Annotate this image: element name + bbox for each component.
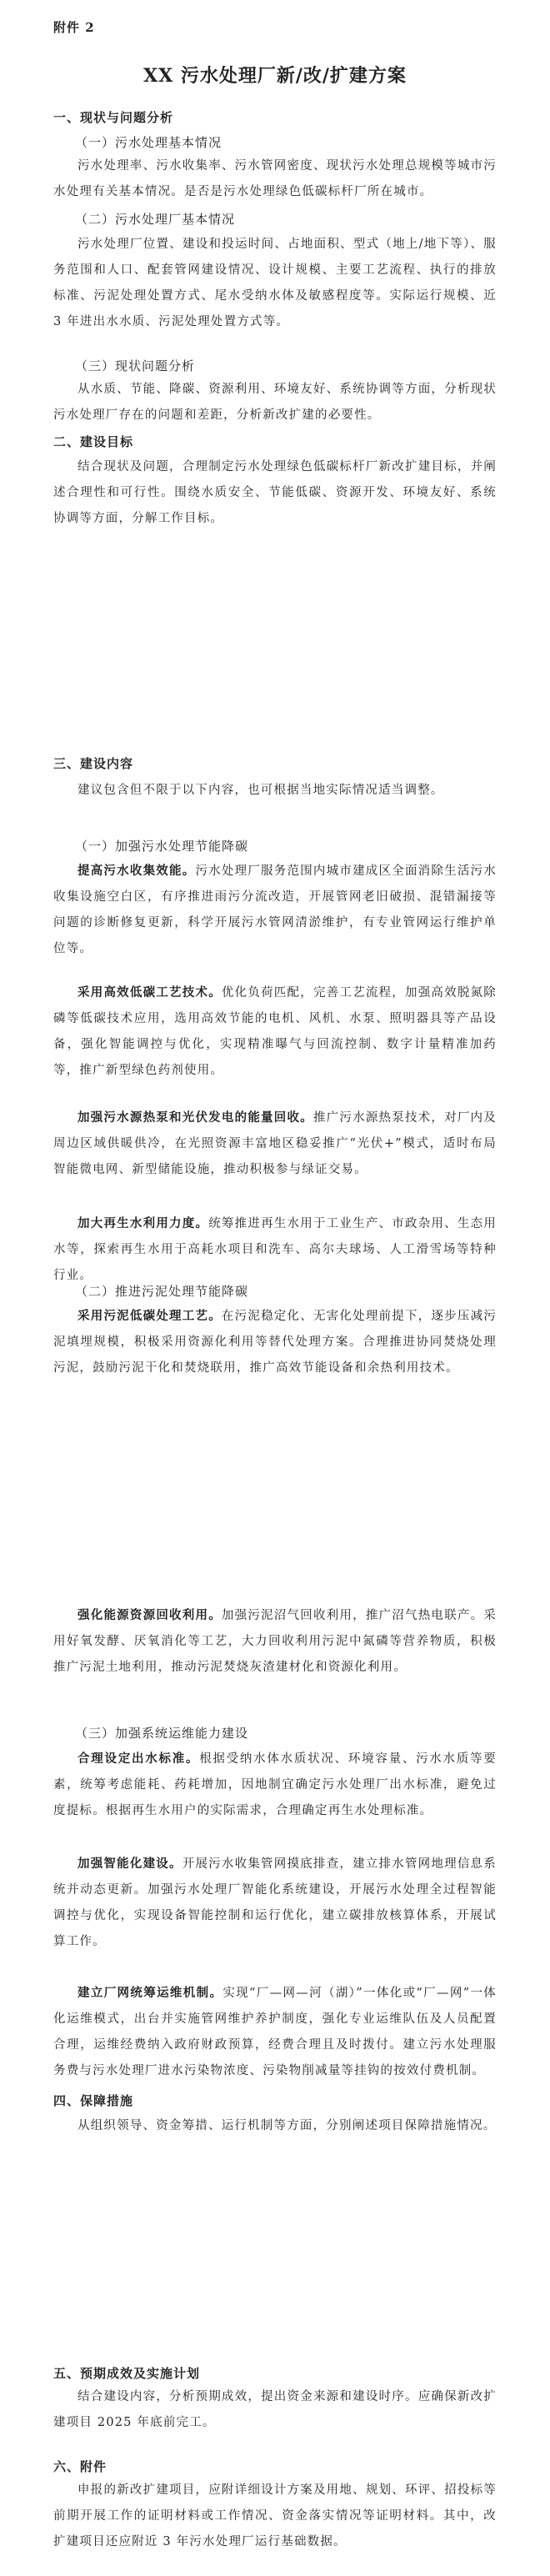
section-6-heading: 六、附件 xyxy=(53,2459,108,2474)
item-lead: 加大再生水利用力度。 xyxy=(78,1216,209,1230)
section-5-paragraph: 结合建设内容，分析预期成效，提出资金来源和建设时序。应确保新改扩建项目 2025 年底前完工。 xyxy=(53,2390,497,2429)
section-3-heading: 三、建设内容 xyxy=(53,756,134,771)
section-4-heading: 四、保障措施 xyxy=(53,2093,134,2108)
section-1-heading: 一、现状与问题分析 xyxy=(53,110,174,125)
section-1-1-paragraph: 污水处理率、污水收集率、污水管网密度、现状污水处理总规模等城市污水处理有关基本情况。是否是污水处理绿色低碳标杆厂所在城市。 xyxy=(53,159,497,198)
item-text: 优化负荷匹配，完善工艺流程，加强高效脱氮除磷等低碳技术应用，选用高效节能的电机、风机、水泵、照明器具等产品设备，强化智能调控与优化，实现精准曝气与回流控制、数字计量精准加药等，推广新型绿色药剂使用。 xyxy=(53,986,498,1077)
item-lead: 加强污水源热泵和光伏发电的能量回收。 xyxy=(78,1110,313,1125)
item-lead: 建立厂网统筹运维机制。 xyxy=(78,1986,223,2000)
item-text: 推广污水源热泵技术，对厂内及周边区域供暖供冷，在光照资源丰富地区稳妥推广“光伏+”模式，适时布局智能微电网、新型储能设施，推动积极参与绿证交易。 xyxy=(53,1111,497,1176)
section-3-2-heading: （二）推进污泥处理节能降碳 xyxy=(75,1284,249,1299)
section-1-2-heading: （二）污水处理厂基本情况 xyxy=(75,212,236,227)
item-lead: 采用高效低碳工艺技术。 xyxy=(78,985,222,1000)
section-3-1-item-4 xyxy=(53,1210,497,1289)
item-lead: 提高污水收集效能。 xyxy=(78,864,196,878)
section-1-3-heading: （三）现状问题分析 xyxy=(75,358,196,373)
section-3-3-heading: （三）加强系统运维能力建设 xyxy=(75,1726,249,1741)
item-text: 污水处理厂服务范围内城市建成区全面消除生活污水收集设施空白区，有序推进雨污分流改造，开展管网老旧破损、混错漏接等问题的诊断修复更新，科学开展污水管网清淤维护，有专业管网运行维护单位等。 xyxy=(53,865,497,955)
item-lead: 强化能源资源回收利用。 xyxy=(78,1608,222,1622)
section-2-paragraph: 结合现状及问题，合理制定污水处理绿色低碳标杆厂新改扩建目标，并阐述合理性和可行性。围绕水质安全、节能低碳、资源开发、环境友好、系统协调等方面，分解工作目标。 xyxy=(53,460,497,525)
section-3-intro: 建议包含但不限于以下内容，也可根据当地实际情况适当调整。 xyxy=(78,784,444,797)
section-4-paragraph: 从组织领导、资金筹措、运行机制等方面，分别阐述项目保障措施情况。 xyxy=(78,2119,497,2132)
item-text: 加强污泥沼气回收利用，推广沼气热电联产。采用好氧发酵、厌氧消化等工艺，大力回收利用污泥中氮磷等营养物质，积极推广污泥土地利用，推动污泥焚烧灰渣建材化和资源化利用。 xyxy=(53,1609,498,1674)
section-5-heading: 五、预期成效及实施计划 xyxy=(53,2366,201,2381)
section-1-2-paragraph: 污水处理厂位置、建设和投运时间、占地面积、型式（地上/地下等）、服务范围和人口、配套管网建设情况、设计规模、主要工艺流程、执行的排放标准、污泥处理处置方式、尾水受纳水体及敏感程度等。实际运行规模、近 3 年进出水水质、污泥处理处置方式等。 xyxy=(53,238,497,328)
item-text: 在污泥稳定化、无害化处理前提下，逐步压减污泥填埋规模，积极采用资源化利用等替代处理方案。合理推进协同焚烧处理污泥，鼓励污泥干化和焚烧联用，推广高效节能设备和余热利用技术。 xyxy=(53,1310,498,1375)
document-title: XX 污水处理厂新/改/扩建方案 xyxy=(143,65,407,87)
section-3-1-heading: （一）加强污水处理节能降碳 xyxy=(75,839,249,854)
section-6-paragraph: 申报的新改扩建项目，应附详细设计方案及用地、规划、环评、招投标等前期开展工作的证明材料或工作情况、资金落实情况等证明材料。其中，改扩建项目还应附近 3 年污水处理厂运行基础数据。 xyxy=(53,2483,497,2548)
section-2-heading: 二、建设目标 xyxy=(53,434,134,449)
section-1-3-paragraph: 从水质、节能、降碳、资源利用、环境友好、系统协调等方面，分析现状污水处理厂存在的问题和差距，分析新改扩建的必要性。 xyxy=(53,383,497,422)
attachment-label: 附件 2 xyxy=(53,20,95,35)
item-lead: 合理设定出水标准。 xyxy=(78,1752,200,1766)
section-3-3-item-2 xyxy=(53,1851,497,1955)
item-text: 开展污水收集管网摸底排查，建立排水管网地理信息系统并动态更新。加强污水处理厂智能化系统建设，开展污水处理全过程智能调控与优化，实现设备智能控制和运行优化，建立碳排放核算体系，开展试算工作。 xyxy=(53,1857,497,1948)
section-3-3-item-1 xyxy=(53,1746,497,1824)
item-text: 统筹推进再生水用于工业生产、市政杂用、生态用水等，探索再生水用于高耗水项目和洗车、高尔夫球场、人工滑雪场等特种行业。 xyxy=(53,1217,498,1282)
section-3-3-item-3 xyxy=(53,1980,497,2084)
section-3-1-item-1 xyxy=(53,858,497,962)
section-3-2-item-2 xyxy=(53,1602,497,1681)
section-3-1-item-3 xyxy=(53,1105,497,1183)
item-lead: 加强智能化建设。 xyxy=(78,1857,182,1871)
section-3-2-item-1 xyxy=(53,1303,497,1381)
item-text: 根据受纳水体水质状况、环境容量、污水水质等要素，统筹考虑能耗、药耗增加，因地制宜确定污水处理厂出水标准，避免过度提标。根据再生水用户的实际需求，合理确定再生水处理标准。 xyxy=(53,1752,497,1817)
section-3-1-item-2 xyxy=(53,980,497,1084)
section-1-1-heading: （一）污水处理基本情况 xyxy=(75,135,222,150)
item-text: 实现“厂—网—河（湖）”一体化或“厂—网”一体化运维模式，出台并实施管网维护养护制度，强化专业运维队伍及人员配置合理，运维经费纳入政府财政预算，经费合理且及时拨付。建立污水处理服务费与污水处理厂进水污染物浓度、污染物削减量等挂钩的按效付费机制。 xyxy=(53,1987,498,2077)
item-lead: 采用污泥低碳处理工艺。 xyxy=(78,1309,222,1323)
